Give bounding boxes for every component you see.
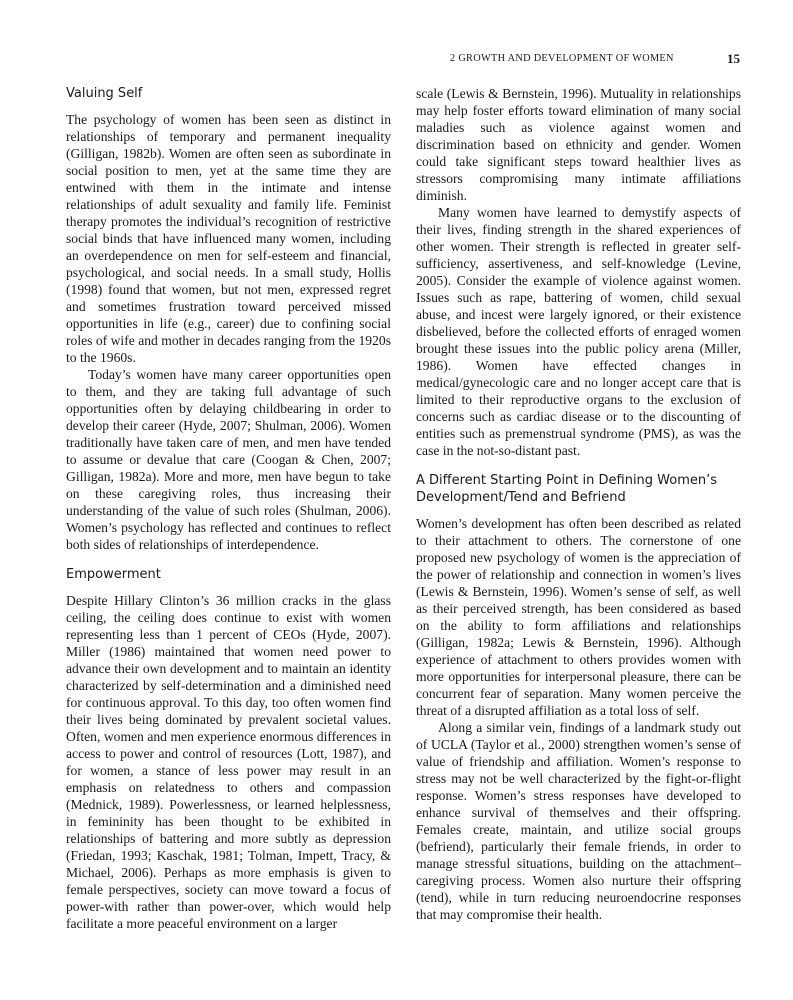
section-heading-empowerment: Empowerment [66, 567, 161, 582]
section-heading-valuing-self: Valuing Self [66, 86, 143, 101]
section-heading-tend-and-befriend: A Different Starting Point in Defining Women’s Development/Tend and Befriend [416, 473, 718, 505]
running-head: 2 GROWTH AND DEVELOPMENT OF WOMEN [450, 53, 674, 64]
left-column [66, 85, 391, 932]
page-header [0, 53, 793, 69]
paragraph: Today’s women have many career opportunities open to them, and they are taking full advantage of such opportunities often by delaying childbearing in order to develop their career (Hyde, 2007; Shulman, 2006). Women traditionally have taken care of men, and men have tended to assume or devalue that care (Coogan & Chen, 2007; Gilligan, 1982a). More and more, men have begun to take on these caregiving roles, thus increasing their understanding of the value of such roles (Shulman, 2006). Women’s psychology has reflected and continues to reflect both sides of relationships of interdependence. [66, 367, 391, 552]
section-gap [66, 553, 391, 566]
paragraph: Despite Hillary Clinton’s 36 million cracks in the glass ceiling, the ceiling does continue to exist with women representing less than 1 percent of CEOs (Hyde, 2007). Miller (1986) maintained that women need power to advance their own development and to maintain an identity characterized by self-determination and a diminished need for continuous approval. To this day, too often women find their lives being dominated by prevalent societal values. Often, women and men experience enormous differences in access to power and control of resources (Lott, 1987), and for women, a stance of less power may result in an emphasis on relatedness to others and compassion (Mednick, 1989). Powerlessness, or learned helplessness, in femininity has been thought to be exhibited in relationships of battering and more subtly as depression (Friedan, 1993; Kaschak, 1981; Tolman, Impett, Tracy, & Michael, 2006). Perhaps as more emphasis is given to female perspectives, society can move toward a focus of power-with rather than power-over, which would help facilitate a more peaceful environment on a larger [66, 593, 391, 931]
paragraph: Women’s development has often been described as related to their attachment to others. The cornerstone of one proposed new psychology of women is the appreciation of the power of relationship and connection in women’s lives (Lewis & Bernstein, 1996). Women’s sense of self, as well as their perceived strength, has been considered as based on the ability to form affiliations and relationships (Gilligan, 1982a; Lewis & Bernstein, 1996). Although experience of attachment to others provides women with more opportunities for interpersonal pleasure, there can be concurrent fear of separation. Many women perceive the threat of a disrupted affiliation as a total loss of self. [416, 516, 741, 718]
paragraph: scale (Lewis & Bernstein, 1996). Mutuality in relationships may help foster efforts toward elimination of many social maladies such as violence against women and discrimination based on ethnicity and gender. Women could take significant steps toward healthier lives as stressors compromising many intimate affiliations diminish. [416, 86, 741, 203]
page-number: 15 [727, 51, 740, 66]
paragraph: Along a similar vein, findings of a landmark study out of UCLA (Taylor et al., 2000) strengthen women’s sense of value of friendship and affiliation. Women’s response to stress may not be well characterized by the fight-or-flight response. Women’s stress responses have developed to enhance survival of themselves and their offspring. Females create, maintain, and utilize social groups (befriend), particularly their female friends, in order to manage stressful situations, building on the attachment–caregiving process. Women also nurture their offspring (tend), while in turn reducing neuroendocrine responses that may compromise their health. [416, 720, 741, 922]
right-column [416, 85, 741, 923]
paragraph: The psychology of women has been seen as distinct in relationships of temporary and permanent inequality (Gilligan, 1982b). Women are often seen as subordinate in social position to men, yet at the same time they are entwined with them in the intimate and intense relationships of adult sexuality and family life. Feminist therapy promotes the individual’s recognition of restrictive social binds that have influenced many women, including an overdependence on men for self-esteem and financial, psychological, and social needs. In a small study, Hollis (1998) found that women, but not men, expressed regret and sometimes frustration toward perceived missed opportunities in life (e.g., career) due to confining social roles of wife and mother in decades ranging from the 1920s to the 1960s. [66, 112, 391, 365]
section-gap [416, 459, 741, 472]
paragraph: Many women have learned to demystify aspects of their lives, finding strength in the shared experiences of other women. Their strength is reflected in greater self-sufficiency, assertiveness, and self-knowledge (Levine, 2005). Consider the example of violence against women. Issues such as rape, battering of women, child sexual abuse, and incest were largely ignored, or their existence disbelieved, before the collected efforts of enraged women brought these issues into the public policy arena (Miller, 1986). Women have effected changes in medical/gynecologic care and no longer accept care that is limited to their reproductive organs to the exclusion of concerns such as cardiac disease or to the discounting of entities such as premenstrual syndrome (PMS), as was the case in the not-so-distant past. [416, 205, 741, 458]
